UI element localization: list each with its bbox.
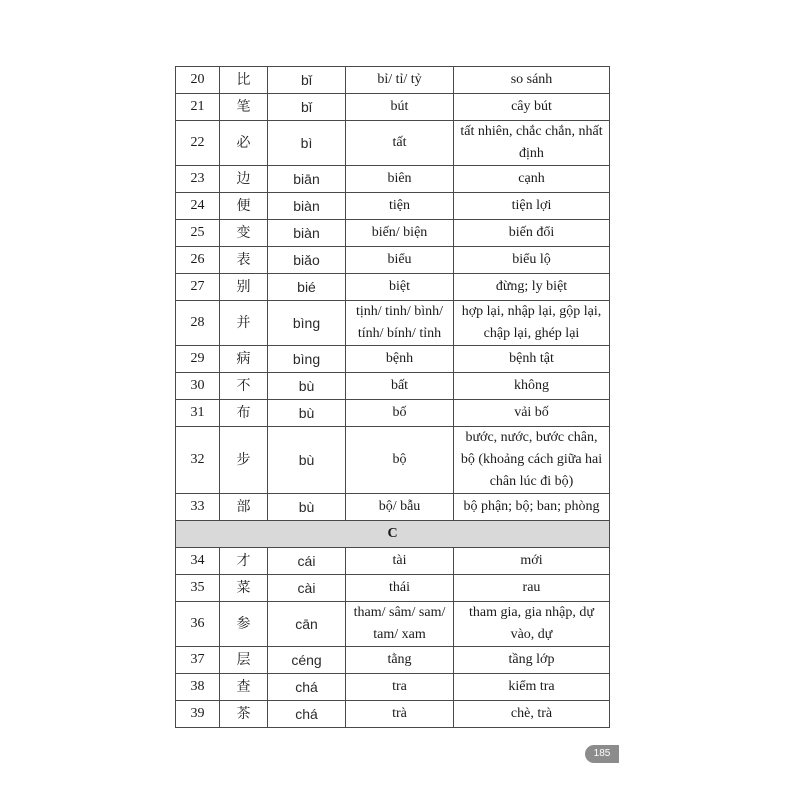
table-row	[176, 400, 610, 427]
pinyin-cell: bìng	[268, 346, 346, 373]
row-number: 32	[176, 427, 220, 494]
sino-vietnamese-cell: bộ/ bẫu	[346, 494, 454, 521]
table-row	[176, 94, 610, 121]
row-number: 26	[176, 247, 220, 274]
table-row	[176, 301, 610, 346]
pinyin-cell: bù	[268, 494, 346, 521]
row-number: 31	[176, 400, 220, 427]
table-row	[176, 121, 610, 166]
pinyin-cell: bì	[268, 121, 346, 166]
sino-vietnamese-cell: biểu	[346, 247, 454, 274]
section-header-label: C	[176, 521, 610, 548]
meaning-cell: bộ phận; bộ; ban; phòng	[454, 494, 610, 521]
table-row	[176, 647, 610, 674]
table-row	[176, 701, 610, 728]
sino-vietnamese-cell: tất	[346, 121, 454, 166]
table-row	[176, 247, 610, 274]
hanzi-cell: 笔	[220, 94, 268, 121]
pinyin-cell: bié	[268, 274, 346, 301]
table-row	[176, 575, 610, 602]
row-number: 38	[176, 674, 220, 701]
hanzi-cell: 并	[220, 301, 268, 346]
pinyin-cell: céng	[268, 647, 346, 674]
pinyin-cell: biǎo	[268, 247, 346, 274]
meaning-cell: chè, trà	[454, 701, 610, 728]
hanzi-cell: 茶	[220, 701, 268, 728]
meaning-cell: tham gia, gia nhập, dự vào, dự	[454, 602, 610, 647]
meaning-cell: biến đổi	[454, 220, 610, 247]
meaning-cell: rau	[454, 575, 610, 602]
hanzi-cell: 不	[220, 373, 268, 400]
sino-vietnamese-cell: thái	[346, 575, 454, 602]
meaning-cell: hợp lại, nhập lại, gộp lại, chập lại, ghép lại	[454, 301, 610, 346]
pinyin-cell: chá	[268, 674, 346, 701]
sino-vietnamese-cell: bệnh	[346, 346, 454, 373]
sino-vietnamese-cell: biên	[346, 166, 454, 193]
table-row	[176, 674, 610, 701]
table-row	[176, 373, 610, 400]
sino-vietnamese-cell: bố	[346, 400, 454, 427]
pinyin-cell: bù	[268, 400, 346, 427]
sino-vietnamese-cell: tịnh/ tinh/ bình/ tính/ bính/ tỉnh	[346, 301, 454, 346]
table-row	[176, 193, 610, 220]
table-row	[176, 602, 610, 647]
hanzi-cell: 才	[220, 548, 268, 575]
row-number: 20	[176, 67, 220, 94]
hanzi-cell: 必	[220, 121, 268, 166]
meaning-cell: cây bút	[454, 94, 610, 121]
hanzi-cell: 比	[220, 67, 268, 94]
section-header-row	[176, 521, 610, 548]
row-number: 37	[176, 647, 220, 674]
hanzi-cell: 菜	[220, 575, 268, 602]
sino-vietnamese-cell: tài	[346, 548, 454, 575]
sino-vietnamese-cell: tra	[346, 674, 454, 701]
meaning-cell: mới	[454, 548, 610, 575]
table-row	[176, 220, 610, 247]
table-row	[176, 67, 610, 94]
meaning-cell: không	[454, 373, 610, 400]
meaning-cell: bước, nước, bước chân, bộ (khoảng cách giữa hai chân lúc đi bộ)	[454, 427, 610, 494]
meaning-cell: đừng; ly biệt	[454, 274, 610, 301]
sino-vietnamese-cell: trà	[346, 701, 454, 728]
pinyin-cell: cān	[268, 602, 346, 647]
sino-vietnamese-cell: bỉ/ tỉ/ tỷ	[346, 67, 454, 94]
page-number-badge: 185	[585, 745, 619, 763]
pinyin-cell: bù	[268, 427, 346, 494]
row-number: 30	[176, 373, 220, 400]
table-row	[176, 166, 610, 193]
sino-vietnamese-cell: bút	[346, 94, 454, 121]
row-number: 27	[176, 274, 220, 301]
row-number: 24	[176, 193, 220, 220]
sino-vietnamese-cell: biệt	[346, 274, 454, 301]
row-number: 34	[176, 548, 220, 575]
row-number: 35	[176, 575, 220, 602]
hanzi-cell: 变	[220, 220, 268, 247]
table-row	[176, 548, 610, 575]
row-number: 39	[176, 701, 220, 728]
hanzi-cell: 部	[220, 494, 268, 521]
pinyin-cell: cài	[268, 575, 346, 602]
vocabulary-table	[175, 66, 610, 728]
pinyin-cell: cái	[268, 548, 346, 575]
pinyin-cell: chá	[268, 701, 346, 728]
hanzi-cell: 病	[220, 346, 268, 373]
table-row	[176, 427, 610, 494]
sino-vietnamese-cell: bất	[346, 373, 454, 400]
meaning-cell: tất nhiên, chắc chắn, nhất định	[454, 121, 610, 166]
meaning-cell: tiện lợi	[454, 193, 610, 220]
pinyin-cell: bìng	[268, 301, 346, 346]
table-row	[176, 274, 610, 301]
sino-vietnamese-cell: tằng	[346, 647, 454, 674]
row-number: 25	[176, 220, 220, 247]
row-number: 21	[176, 94, 220, 121]
sino-vietnamese-cell: tham/ sâm/ sam/ tam/ xam	[346, 602, 454, 647]
sino-vietnamese-cell: bộ	[346, 427, 454, 494]
row-number: 29	[176, 346, 220, 373]
table-row	[176, 494, 610, 521]
row-number: 22	[176, 121, 220, 166]
meaning-cell: tầng lớp	[454, 647, 610, 674]
hanzi-cell: 表	[220, 247, 268, 274]
hanzi-cell: 别	[220, 274, 268, 301]
hanzi-cell: 步	[220, 427, 268, 494]
meaning-cell: bệnh tật	[454, 346, 610, 373]
table-row	[176, 346, 610, 373]
hanzi-cell: 便	[220, 193, 268, 220]
hanzi-cell: 布	[220, 400, 268, 427]
hanzi-cell: 边	[220, 166, 268, 193]
row-number: 36	[176, 602, 220, 647]
pinyin-cell: biàn	[268, 193, 346, 220]
hanzi-cell: 查	[220, 674, 268, 701]
meaning-cell: cạnh	[454, 166, 610, 193]
pinyin-cell: bù	[268, 373, 346, 400]
row-number: 23	[176, 166, 220, 193]
sino-vietnamese-cell: biến/ biện	[346, 220, 454, 247]
pinyin-cell: biàn	[268, 220, 346, 247]
meaning-cell: vải bố	[454, 400, 610, 427]
meaning-cell: kiểm tra	[454, 674, 610, 701]
sino-vietnamese-cell: tiện	[346, 193, 454, 220]
row-number: 28	[176, 301, 220, 346]
hanzi-cell: 层	[220, 647, 268, 674]
pinyin-cell: biān	[268, 166, 346, 193]
pinyin-cell: bǐ	[268, 67, 346, 94]
pinyin-cell: bǐ	[268, 94, 346, 121]
meaning-cell: biểu lộ	[454, 247, 610, 274]
meaning-cell: so sánh	[454, 67, 610, 94]
row-number: 33	[176, 494, 220, 521]
hanzi-cell: 参	[220, 602, 268, 647]
